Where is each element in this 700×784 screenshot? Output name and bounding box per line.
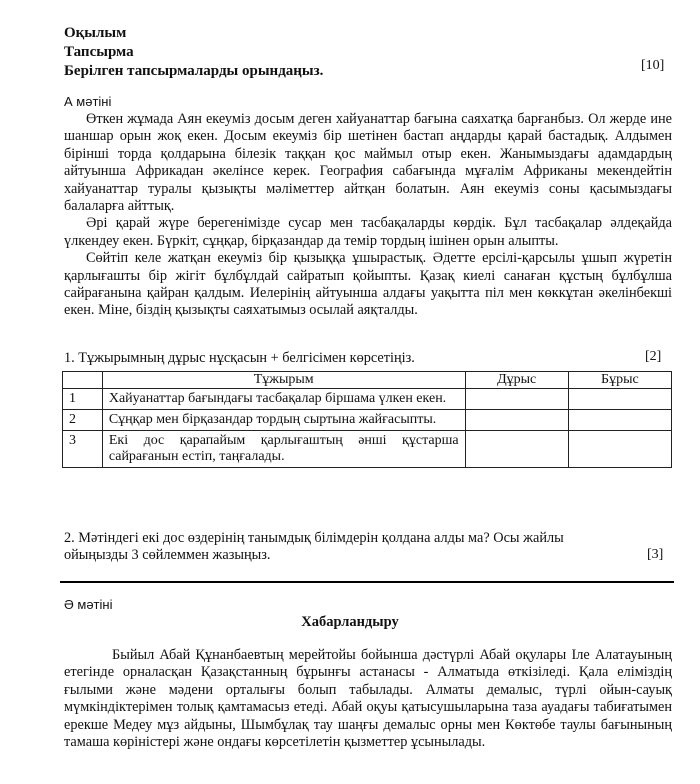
row-number: 3 [63,431,103,468]
row-number: 2 [63,410,103,431]
header [64,24,323,81]
correct-cell[interactable] [465,410,568,431]
correct-cell[interactable] [465,389,568,410]
instruction: Берілген тапсырмаларды орындаңыз. [64,63,324,79]
col-wrong: Бұрыс [568,372,671,389]
section-title: Оқылым [64,25,127,41]
text-a [64,111,672,320]
row-statement: Екі дос қарапайым қарлығаштың әнші құстарша сайрағанын естіп, таңғалады. [102,431,465,468]
row-number: 1 [63,389,103,410]
wrong-cell[interactable] [568,410,671,431]
table-row [63,410,672,431]
section-divider [60,581,674,583]
wrong-cell[interactable] [568,431,671,468]
table-row [63,431,672,468]
total-score: [10] [641,58,665,73]
task2-score: [3] [647,547,664,562]
table-row [63,389,672,410]
row-statement: Хайуанаттар бағындағы тасбақалар біршама үлкен екен. [102,389,465,410]
col-number [63,372,103,389]
task1-prompt: 1. Тұжырымның дұрыс нұсқасын + белгісімен көрсетіңіз. [64,350,415,366]
col-correct: Дұрыс [465,372,568,389]
text-b-label: Ә мәтіні [64,597,113,612]
task2-prompt: 2. Мәтіндегі екі дос өздерінің танымдық білімдерін қолдана алды ма? Осы жайлы ойыңызды 3 сөйлеммен жазыңыз. [64,530,564,564]
row-statement: Сұңқар мен бірқазандар тордың сыртына жайғасыпты. [102,410,465,431]
text-a-paragraph: Әрі қарай жүре берегенімізде сусар мен тасбақаларды көрдік. Бұл тасбақалар әлдеқайда үлкендеу екен. Бүркіт, сұңқар, бірқазандар да темір тордың ішінен орын алыпты. [64,215,672,249]
table-header-row [63,372,672,389]
text-a-paragraph: Өткен жұмада Аян екеуміз досым деген хайуанаттар бағына саяхатқа барғанбыз. Ол жерде ине шаншар орын жоқ екен. Досым екеуміз бір шетінен бастап аңдарды қарай бастадық. Алдымен бірінші торда қолдарына білезік таққан қос маймыл отыр екен. Жанымыздағы адамдардың айтуынша Африкадан әкелінсе керек. География сабағында мұғалім Африканы мекендейтін хайуанаттар туралы қызықты мәліметтер айтқан болатын. Аян екеуміз соны қасымыздағы балаларға айттық. [64,111,672,215]
task1-score: [2] [645,349,662,364]
text-a-label: А мәтіні [64,94,112,109]
statements-table [62,371,672,468]
text-b [64,647,672,751]
text-b-paragraph: Быйыл Абай Құнанбаевтың мерейтойы бойынша дәстүрлі Абай оқулары Іле Алатауының етегінде орналасқан Қазақстанның бұрынғы астанасы - Алматыда өткізіледі. Қала еліміздің ғылыми және мәдени орталығы болып табылады. Алматы демалыс, түрлі ойын-сауық мүмкіндіктерімен толық қамтамасыз етеді. Абай оқуы қатысушыларына таза ауадағы табиғатымен ерекше Медеу мұз айдыны, Шымбұлақ тау шаңғы демалыс орны мен Көктөбе таулы бағынының тамаша көріністері және ондағы көрсетілетін қызметтер ұсынылады. [64,647,672,751]
correct-cell[interactable] [465,431,568,468]
wrong-cell[interactable] [568,389,671,410]
task-title: Тапсырма [64,44,134,60]
announcement-title: Хабарландыру [301,614,399,630]
text-a-paragraph: Сөйтіп келе жатқан екеуміз бір қызыққа ұшырастық. Әдетте ерсілі-қарсылы ұшып жүретін қарлығашты бір жігіт бұлбұлдай сайратып қойыпты. Қазақ киелі санаған құстың бұлбұлша сайрағанына қайран қалдым. Иелерінің айтуынша алдағы уақытта піл мен көккұтан әкелінбекші екен. Міне, біздің қызықты саяхатымыз осылай аяқталды. [64,250,672,319]
col-statement: Тұжырым [102,372,465,389]
